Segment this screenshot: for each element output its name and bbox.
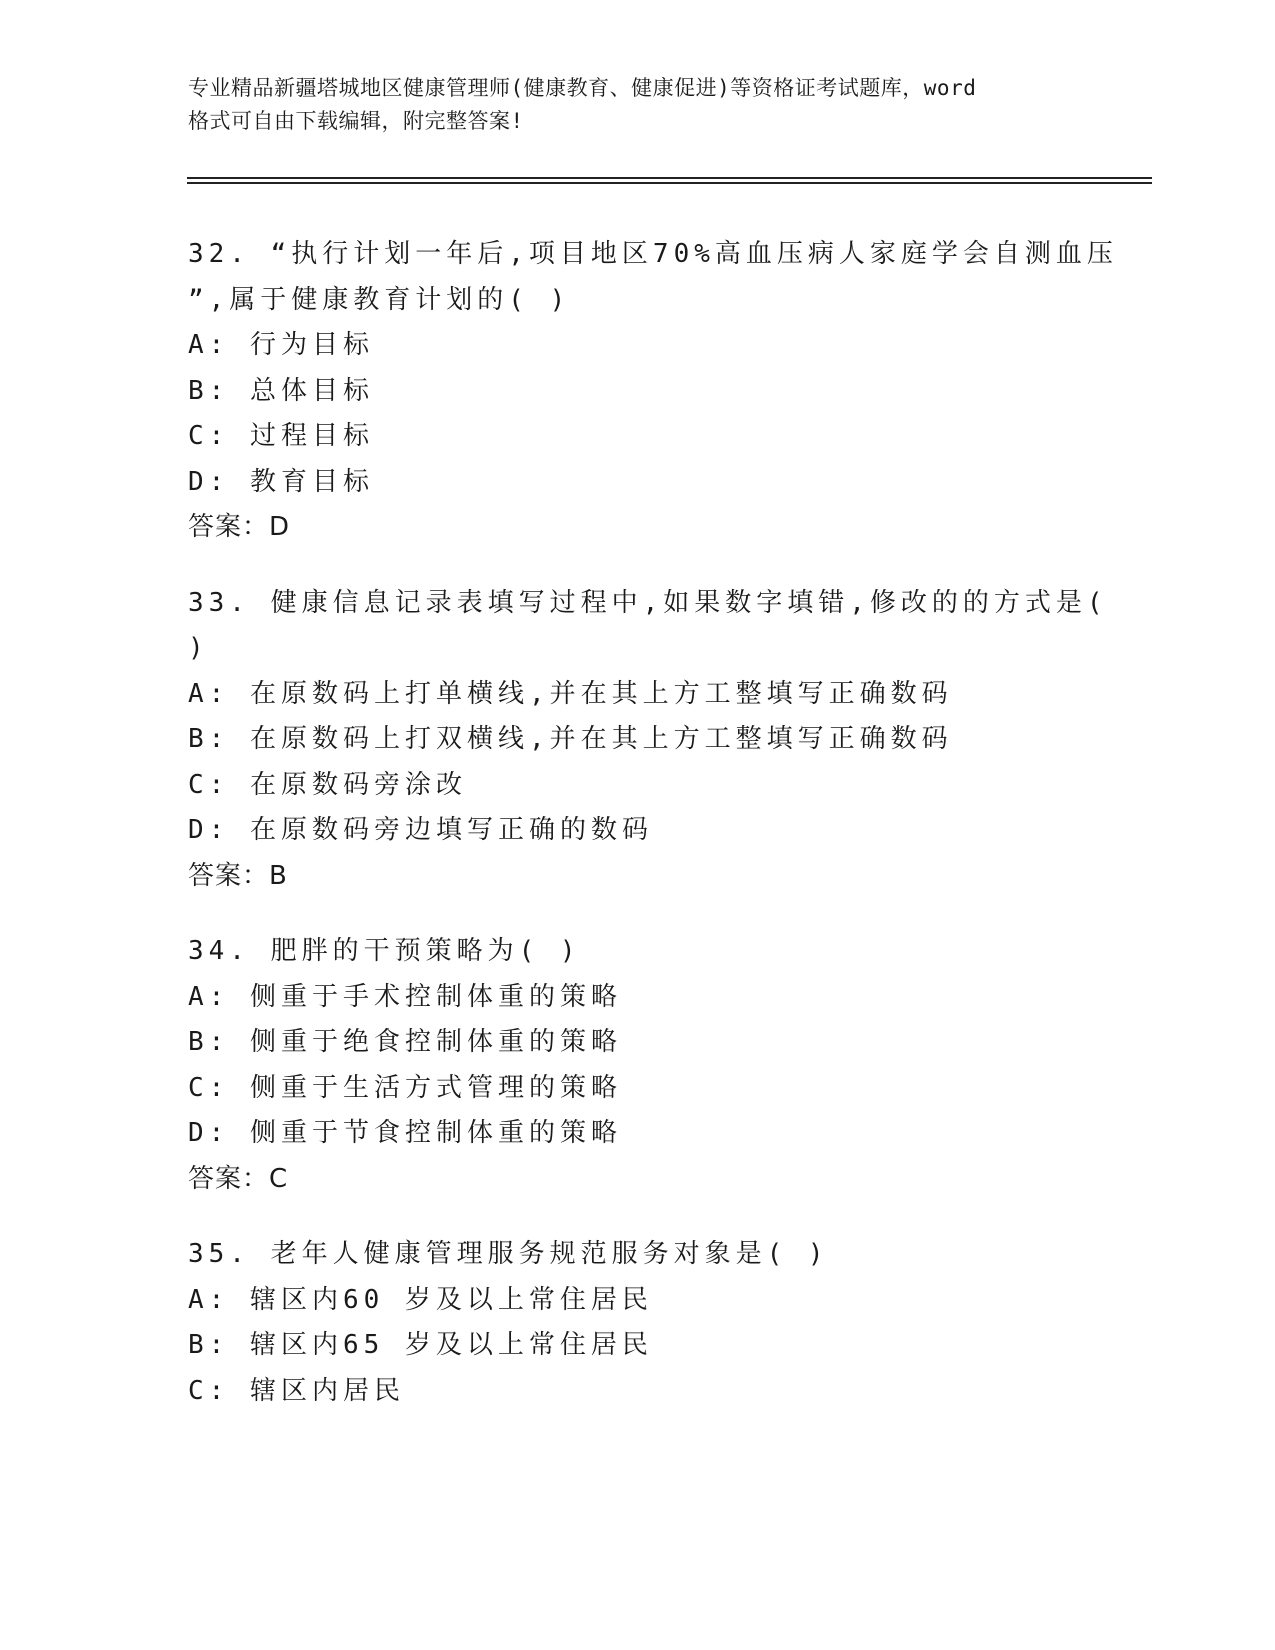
question-stem: 32. “执行计划一年后,项目地区70%高血压病人家庭学会自测血压	[188, 239, 1118, 269]
option-a: A: 侧重于手术控制体重的策略	[188, 981, 622, 1012]
answer-label: 答案：C	[188, 1163, 289, 1194]
option-b: B: 总体目标	[188, 375, 374, 406]
option-b: B: 在原数码上打双横线,并在其上方工整填写正确数码	[188, 724, 953, 754]
question-stem-continued: )	[188, 633, 209, 663]
option-c: C: 侧重于生活方式管理的策略	[188, 1072, 622, 1103]
option-d: D: 在原数码旁边填写正确的数码	[188, 815, 653, 845]
option-b: B: 侧重于绝食控制体重的策略	[188, 1027, 622, 1057]
question-35	[188, 1232, 1088, 1414]
option-d: D: 教育目标	[188, 466, 374, 497]
question-32	[188, 232, 1118, 551]
question-34	[188, 929, 1088, 1202]
question-stem: 35. 老年人健康管理服务规范服务对象是( )	[188, 1239, 829, 1269]
answer-label: 答案：B	[188, 860, 288, 891]
header-line-2: 格式可自由下载编辑，附完整答案!	[188, 109, 524, 133]
option-b: B: 辖区内65 岁及以上常住居民	[188, 1330, 653, 1360]
header-divider-bottom	[187, 182, 1152, 184]
option-d: D: 侧重于节食控制体重的策略	[188, 1118, 622, 1148]
question-stem: 33. 健康信息记录表填写过程中,如果数字填错,修改的的方式是(	[188, 587, 1108, 618]
document-header	[188, 72, 1088, 138]
header-line-1: 专业精品新疆塔城地区健康管理师(健康教育、健康促进)等资格证考试题库，word	[188, 76, 977, 100]
question-stem-continued: ”,属于健康教育计划的( )	[188, 284, 571, 315]
option-a: A: 辖区内60 岁及以上常住居民	[188, 1284, 653, 1315]
option-a: A: 在原数码上打单横线,并在其上方工整填写正确数码	[188, 678, 953, 709]
question-stem: 34. 肥胖的干预策略为( )	[188, 936, 581, 966]
option-c: C: 过程目标	[188, 421, 374, 451]
option-a: A: 行为目标	[188, 330, 374, 360]
option-c: C: 在原数码旁涂改	[188, 769, 467, 800]
answer-label: 答案：D	[188, 512, 291, 542]
question-33	[188, 581, 1108, 900]
header-divider-top	[187, 177, 1152, 179]
question-list	[188, 232, 1118, 1444]
option-c: C: 辖区内居民	[188, 1375, 405, 1406]
